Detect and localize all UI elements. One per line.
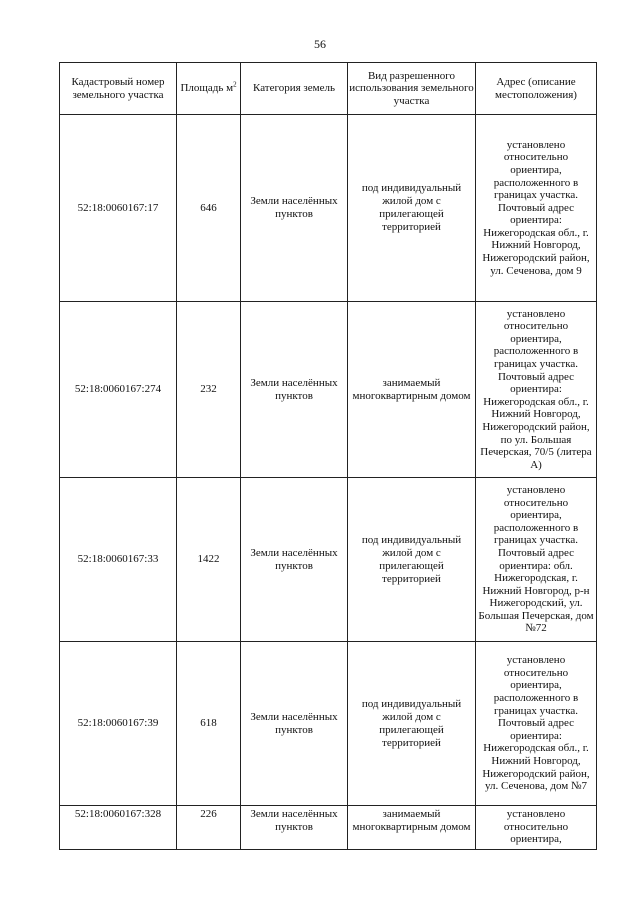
cell-address: установлено относительно ориентира, расположенного в границах участка. Почтовый адрес ориентира: обл. Нижегородская, г. Нижний Новгород, р-н Нижегородский, ул. Большая Печерская, дом №72 (476, 478, 597, 642)
cell-area: 232 (177, 302, 241, 478)
header-permitted-use: Вид разрешенного использования земельного участка (348, 63, 476, 115)
table-row (60, 302, 597, 478)
cell-cadastral-number: 52:18:0060167:274 (60, 302, 177, 478)
cell-cadastral-number: 52:18:0060167:17 (60, 115, 177, 302)
cell-permitted-use: под индивидуальный жилой дом с прилегающей территорией (348, 115, 476, 302)
header-address: Адрес (описание местоположения) (476, 63, 597, 115)
cell-address: установлено относительно ориентира, (476, 806, 597, 850)
header-area-superscript: 2 (233, 80, 237, 89)
table-row (60, 478, 597, 642)
table-row (60, 115, 597, 302)
cell-permitted-use: занимаемый многоквартирным домом (348, 302, 476, 478)
header-area (177, 63, 241, 115)
cell-land-category: Земли населённых пунктов (241, 115, 348, 302)
cell-land-category: Земли населённых пунктов (241, 642, 348, 806)
cell-address: установлено относительно ориентира, расположенного в границах участка. Почтовый адрес ориентира: Нижегородская обл., г. Нижний Новгород, Нижегородский район, ул. Сеченова, дом 9 (476, 115, 597, 302)
cell-address: установлено относительно ориентира, расположенного в границах участка. Почтовый адрес ориентира: Нижегородская обл., г. Нижний Новгород, Нижегородский район, ул. Сеченова, дом №7 (476, 642, 597, 806)
cell-cadastral-number: 52:18:0060167:39 (60, 642, 177, 806)
table-row (60, 806, 597, 850)
header-cadastral-number: Кадастровый номер земельного участка (60, 63, 177, 115)
land-plots-table (59, 62, 597, 850)
table-row (60, 642, 597, 806)
header-area-label: Площадь м (180, 82, 234, 95)
cell-address: установлено относительно ориентира, расположенного в границах участка. Почтовый адрес ориентира: Нижегородская обл., г. Нижний Новгород, Нижегородский район, по ул. Большая Печерская, 70/5 (литера А) (476, 302, 597, 478)
header-land-category: Категория земель (241, 63, 348, 115)
cell-land-category: Земли населённых пунктов (241, 302, 348, 478)
cell-area: 618 (177, 642, 241, 806)
cell-permitted-use: под индивидуальный жилой дом с прилегающей территорией (348, 478, 476, 642)
cell-area: 646 (177, 115, 241, 302)
cell-permitted-use: под индивидуальный жилой дом с прилегающей территорией (348, 642, 476, 806)
cell-permitted-use: занимаемый многоквартирным домом (348, 806, 476, 850)
cell-cadastral-number: 52:18:0060167:328 (60, 806, 177, 850)
cell-land-category: Земли населённых пунктов (241, 806, 348, 850)
table-header-row (60, 63, 597, 115)
cell-area: 226 (177, 806, 241, 850)
cell-area: 1422 (177, 478, 241, 642)
cell-cadastral-number: 52:18:0060167:33 (60, 478, 177, 642)
cell-land-category: Земли населённых пунктов (241, 478, 348, 642)
page-number: 56 (314, 37, 326, 51)
